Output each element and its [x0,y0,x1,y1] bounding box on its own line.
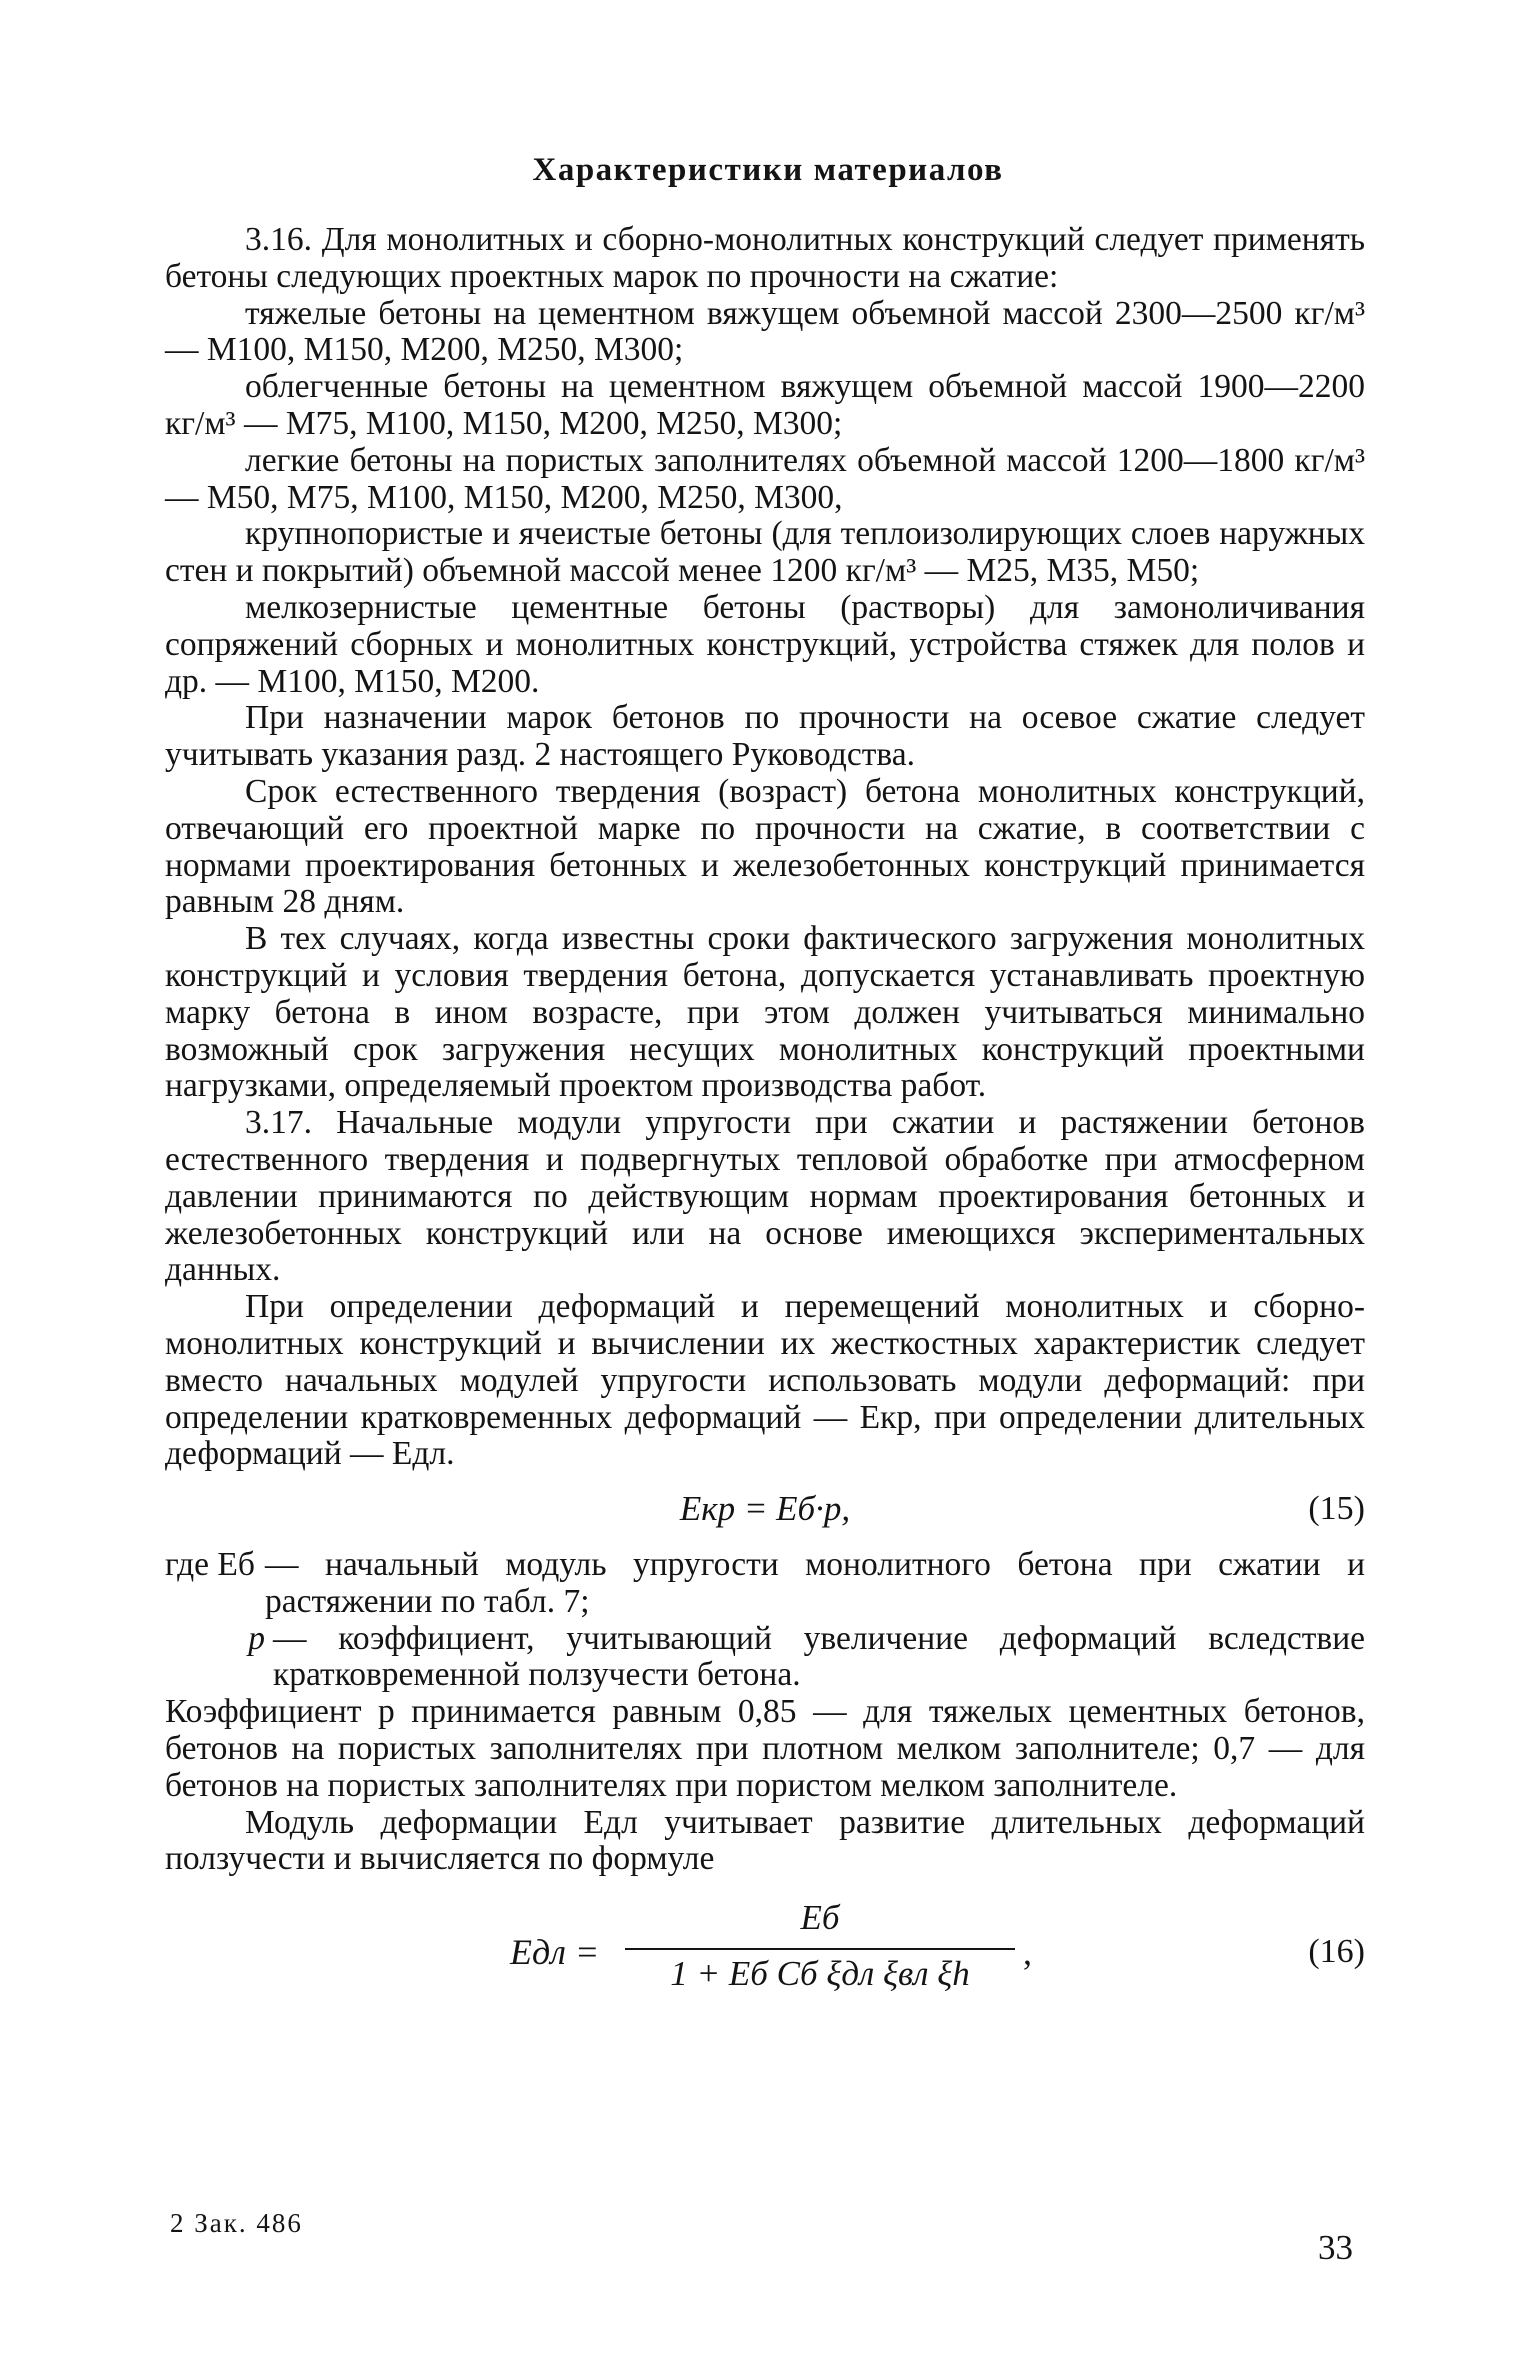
list-item: крупнопористые и ячеистые бетоны (для теплоизолирующих слоев наружных стен и покрытий) объемной массой менее 1200 кг/м³ — М25, М35, М50; [165,515,1365,590]
paragraph: Модуль деформации Eдл учитывает развитие длительных деформаций ползучести и вычисляется по формуле [165,1803,1365,1878]
paragraph: В тех случаях, когда известны сроки фактического загружения монолитных конструкций и условия твердения бетона, допускается устанавливать проектную марку бетона в ином возрасте, при этом должен учитываться минимально возможный срок загружения несущих монолитных конструкций проектными нагрузками, определяемый проектом производства работ. [165,920,1365,1105]
definition-text: — коэффициент, учитывающий увеличение деформаций вследствие кратковременной ползучести бетона. [273,1619,1365,1694]
formula-left-side: Eдл = [510,1932,600,1973]
print-code: 2 Зак. 486 [170,2208,303,2238]
section-heading: Характеристики материалов [532,152,1004,188]
formula-comma: , [1023,1932,1032,1973]
definition-row [165,1547,1365,1621]
list-item: тяжелые бетоны на цементном вяжущем объемной массой 2300—2500 кг/м³ — М100, М150, М200, М250, М300; [165,294,1365,369]
list-item: облегченные бетоны на цементном вяжущем объемной массой 1900—2200 кг/м³ — М75, М100, М150, М200, М250, М300; [165,368,1365,442]
list-item: легкие бетоны на пористых заполнителях объемной массой 1200—1800 кг/м³ — М50, М75, М100, М150, М200, М250, М300, [165,441,1365,516]
definition-row [165,1621,1365,1695]
list-item: мелкозернистые цементные бетоны (растворы) для замоноличивания сопряжений сборных и монолитных конструкций, устройства стяжек для полов и др. — М100, М150, М200. [165,588,1365,700]
fraction [625,1900,1015,1993]
paragraph: 3.16. Для монолитных и сборно-монолитных конструкций следует применять бетоны следующих проектных марок по прочности на сжатие: [165,221,1365,295]
fraction-numerator: Eб [800,1898,840,1938]
definition-term: где Eб [165,1546,255,1584]
variable-definitions [165,1547,1365,1694]
paragraph: При определении деформаций и перемещений монолитных и сборно-монолитных конструкций и вычислении их жесткостных характеристик следует вместо начальных модулей упругости использовать модули деформаций: при определении кратковременных деформаций — Eкр, при определении длительных деформаций — Eдл. [165,1288,1365,1473]
formula-15 [165,1483,1365,1539]
definition-term: p [248,1619,265,1657]
formula-number: (15) [1308,1490,1365,1528]
paragraph: 3.17. Начальные модули упругости при сжатии и растяжении бетонов естественного твердения и подвергнутых тепловой обработке при атмосферном давлении принимаются по действующим нормам проектирования бетонных и железобетонных конструкций или на основе имеющихся экспериментальных данных. [165,1104,1365,1289]
formula-expression: Eкр = Eб·p, [679,1489,851,1529]
paragraph: При назначении марок бетонов по прочности на осевое сжатие следует учитывать указания разд. 2 настоящего Руководства. [165,699,1365,774]
paragraph: Коэффициент p принимается равным 0,85 — для тяжелых цементных бетонов, бетонов на пористых заполнителях при плотном мелком заполнителе; 0,7 — для бетонов на пористых заполнителях при пористом мелком заполнителе. [165,1693,1365,1804]
fraction-denominator: 1 + Eб Cб ξдл ξвл ξh [670,1954,970,1994]
page-number: 33 [1318,2228,1353,2267]
body-text [165,222,1365,2028]
formula-16 [165,1900,1365,2028]
paragraph: Срок естественного твердения (возраст) бетона монолитных конструкций, отвечающий его проектной марке по прочности на сжатие, в соответствии с нормами проектирования бетонных и железобетонных конструкций принимается равным 28 дням. [165,772,1365,921]
fraction-bar [625,1948,1015,1950]
definition-text: — начальный модуль упругости монолитного бетона при сжатии и растяжении по табл. 7; [265,1546,1365,1620]
formula-number: (16) [1308,1933,1365,1971]
